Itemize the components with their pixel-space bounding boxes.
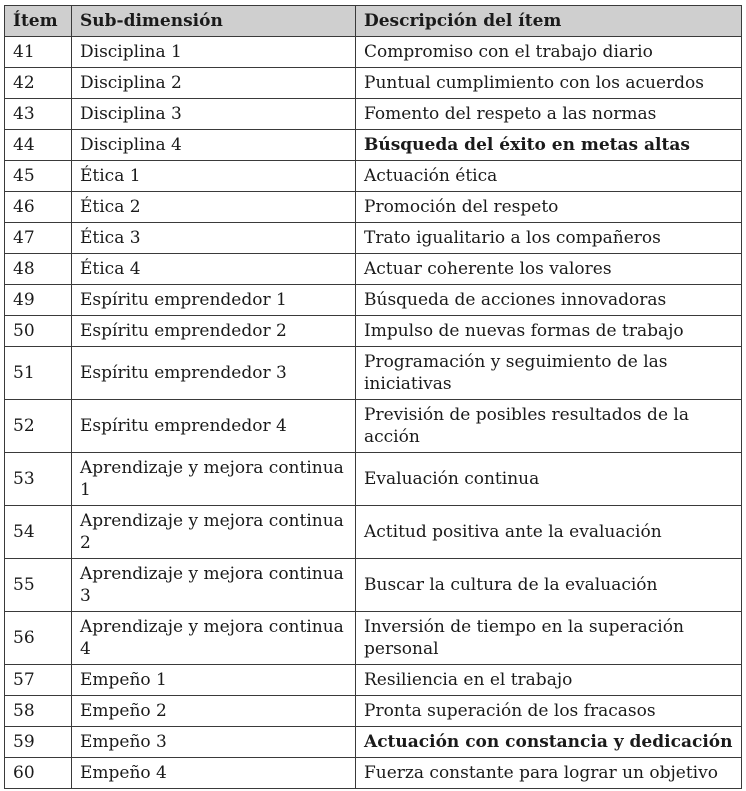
table-row [5, 696, 742, 727]
table-row [5, 130, 742, 161]
table-row [5, 559, 742, 612]
description-cell: Promoción del respeto [356, 192, 742, 223]
table-row [5, 316, 742, 347]
description-cell: Trato igualitario a los compañeros [356, 223, 742, 254]
subdimension-cell: Disciplina 4 [72, 130, 356, 161]
table-row [5, 347, 742, 400]
subdimension-cell: Espíritu emprendedor 1 [72, 285, 356, 316]
description-cell: Impulso de nuevas formas de trabajo [356, 316, 742, 347]
item-cell: 57 [5, 665, 72, 696]
description-cell: Evaluación continua [356, 453, 742, 506]
item-cell: 54 [5, 506, 72, 559]
item-cell: 58 [5, 696, 72, 727]
item-cell: 47 [5, 223, 72, 254]
description-cell: Buscar la cultura de la evaluación [356, 559, 742, 612]
description-cell: Búsqueda de acciones innovadoras [356, 285, 742, 316]
description-cell: Pronta superación de los fracasos [356, 696, 742, 727]
table-row [5, 68, 742, 99]
items-table-container [4, 5, 742, 789]
header-description: Descripción del ítem [356, 6, 742, 37]
item-cell: 48 [5, 254, 72, 285]
item-cell: 55 [5, 559, 72, 612]
table-row [5, 161, 742, 192]
table-row [5, 727, 742, 758]
description-cell: Resiliencia en el trabajo [356, 665, 742, 696]
description-cell: Actuar coherente los valores [356, 254, 742, 285]
description-cell: Fuerza constante para lograr un objetivo [356, 758, 742, 789]
description-cell: Actitud positiva ante la evaluación [356, 506, 742, 559]
description-cell: Puntual cumplimiento con los acuerdos [356, 68, 742, 99]
description-cell: Actuación con constancia y dedicación [356, 727, 742, 758]
table-row [5, 285, 742, 316]
description-cell: Fomento del respeto a las normas [356, 99, 742, 130]
table-row [5, 37, 742, 68]
item-cell: 43 [5, 99, 72, 130]
subdimension-cell: Disciplina 3 [72, 99, 356, 130]
table-row [5, 665, 742, 696]
table-row [5, 758, 742, 789]
table-row [5, 453, 742, 506]
subdimension-cell: Disciplina 2 [72, 68, 356, 99]
subdimension-cell: Ética 3 [72, 223, 356, 254]
subdimension-cell: Ética 1 [72, 161, 356, 192]
subdimension-cell: Aprendizaje y mejora continua 2 [72, 506, 356, 559]
subdimension-cell: Ética 2 [72, 192, 356, 223]
item-cell: 46 [5, 192, 72, 223]
subdimension-cell: Espíritu emprendedor 4 [72, 400, 356, 453]
item-cell: 50 [5, 316, 72, 347]
header-item: Ítem [5, 6, 72, 37]
description-cell: Programación y seguimiento de las iniciativas [356, 347, 742, 400]
subdimension-cell: Espíritu emprendedor 3 [72, 347, 356, 400]
subdimension-cell: Aprendizaje y mejora continua 3 [72, 559, 356, 612]
subdimension-cell: Empeño 4 [72, 758, 356, 789]
description-cell: Inversión de tiempo en la superación personal [356, 612, 742, 665]
table-row [5, 254, 742, 285]
item-cell: 44 [5, 130, 72, 161]
subdimension-cell: Empeño 2 [72, 696, 356, 727]
table-row [5, 612, 742, 665]
subdimension-cell: Aprendizaje y mejora continua 4 [72, 612, 356, 665]
subdimension-cell: Empeño 1 [72, 665, 356, 696]
subdimension-cell: Disciplina 1 [72, 37, 356, 68]
subdimension-cell: Ética 4 [72, 254, 356, 285]
item-cell: 41 [5, 37, 72, 68]
table-row [5, 400, 742, 453]
item-cell: 42 [5, 68, 72, 99]
subdimension-cell: Espíritu emprendedor 2 [72, 316, 356, 347]
table-row [5, 223, 742, 254]
description-cell: Compromiso con el trabajo diario [356, 37, 742, 68]
item-cell: 49 [5, 285, 72, 316]
table-row [5, 192, 742, 223]
header-row [5, 6, 742, 37]
item-cell: 53 [5, 453, 72, 506]
item-cell: 45 [5, 161, 72, 192]
item-cell: 56 [5, 612, 72, 665]
subdimension-cell: Aprendizaje y mejora continua 1 [72, 453, 356, 506]
table-row [5, 506, 742, 559]
header-subdimension: Sub-dimensión [72, 6, 356, 37]
item-cell: 60 [5, 758, 72, 789]
description-cell: Actuación ética [356, 161, 742, 192]
table-row [5, 99, 742, 130]
description-cell: Previsión de posibles resultados de la acción [356, 400, 742, 453]
item-cell: 51 [5, 347, 72, 400]
item-cell: 52 [5, 400, 72, 453]
subdimension-cell: Empeño 3 [72, 727, 356, 758]
item-cell: 59 [5, 727, 72, 758]
description-cell: Búsqueda del éxito en metas altas [356, 130, 742, 161]
table-body [5, 37, 742, 789]
items-table [4, 5, 742, 789]
